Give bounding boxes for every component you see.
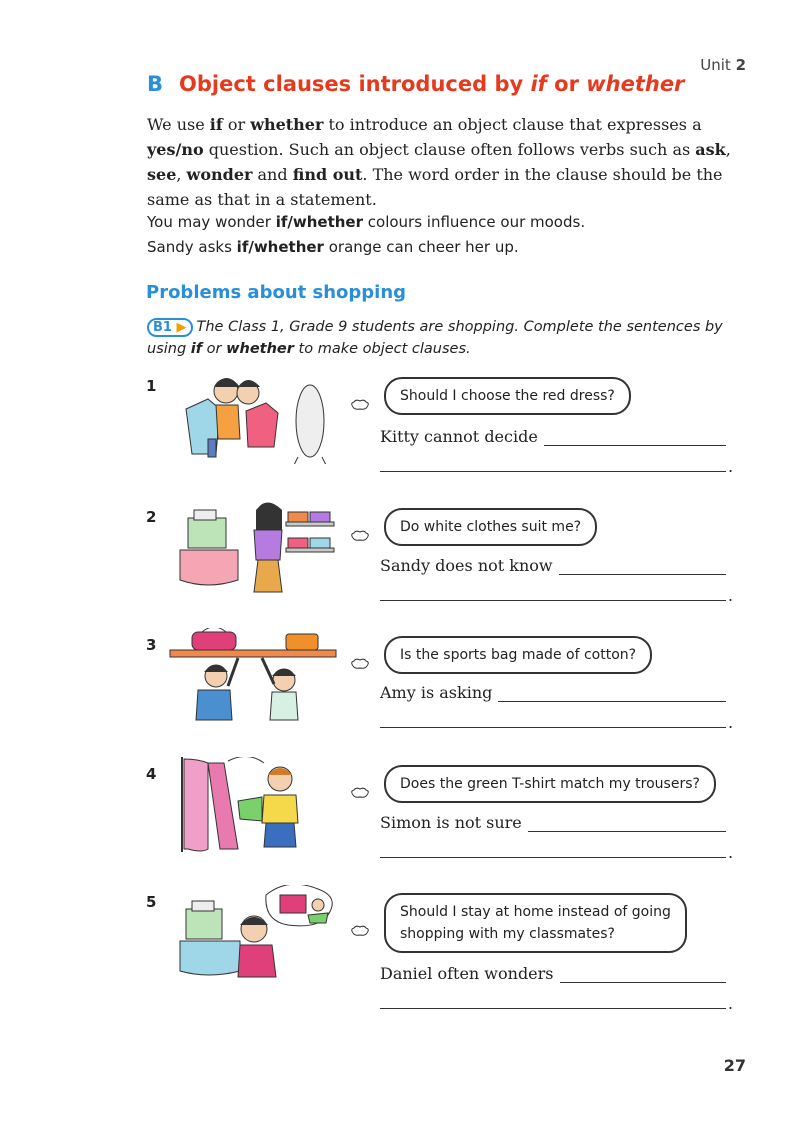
sentence-line: Daniel often wonders [380, 964, 726, 983]
exercise-item-3 [146, 636, 746, 751]
intro-text: , [176, 165, 187, 184]
thought-bubble: Is the sports bag made of cotton? [384, 636, 652, 674]
play-arrow-icon: ▶ [176, 320, 187, 335]
answer-blank[interactable] [544, 429, 726, 446]
answer-blank[interactable] [559, 558, 726, 575]
answer-line[interactable] [380, 1007, 726, 1009]
exercise-item-1 [146, 377, 746, 492]
exercise-item-5 [146, 893, 746, 1013]
thought-bubble: Should I choose the red dress? [384, 377, 631, 415]
sentence-line: Kitty cannot decide [380, 427, 726, 446]
intro-text: . The word order in the clause should be the same as that in a statement. [147, 165, 723, 209]
intro-text: We use [147, 115, 210, 134]
section-title-whether: whether [586, 72, 685, 96]
page-number: 27 [723, 1056, 746, 1075]
intro-keyword: find out [292, 165, 363, 184]
illustration-bags-on-shelf [168, 628, 338, 723]
example-2: Sandy asks if/whether orange can cheer her up. [147, 238, 519, 256]
period: . [728, 713, 734, 732]
answer-blank[interactable] [560, 966, 726, 983]
section-letter: B [147, 72, 164, 96]
sentence-line: Simon is not sure [380, 813, 726, 832]
illustration-boy-fitting-room [168, 757, 338, 852]
intro-text: or [222, 115, 251, 134]
unit-label [700, 56, 746, 74]
intro-text: and [252, 165, 293, 184]
intro-keyword: see [147, 165, 177, 184]
item-number: 1 [146, 377, 157, 395]
section-title-if: if [530, 72, 547, 96]
section-heading [147, 72, 684, 96]
thought-cloud-icon [350, 925, 370, 937]
illustration-girl-thinking-at-counter [168, 885, 338, 980]
period: . [728, 586, 734, 605]
exercise-badge: B1 ▶ [147, 318, 193, 337]
answer-line[interactable] [380, 599, 726, 601]
instruction: B1 ▶ The Class 1, Grade 9 students are shopping. Complete the sentences by using if or whether to make object clauses. [147, 319, 723, 357]
section-title-or: or [546, 72, 587, 96]
answer-line[interactable] [380, 470, 726, 472]
intro-keyword: whether [250, 115, 324, 134]
item-number: 5 [146, 893, 157, 911]
period: . [728, 457, 734, 476]
thought-cloud-icon [350, 658, 370, 670]
answer-blank[interactable] [498, 685, 726, 702]
item-number: 3 [146, 636, 157, 654]
exercise-item-4 [146, 765, 746, 880]
subheading: Problems about shopping [146, 282, 407, 303]
thought-bubble: Should I stay at home instead of going shopping with my classmates? [384, 893, 687, 953]
unit-prefix: Unit [700, 56, 731, 74]
intro-keyword: ask [695, 140, 726, 159]
intro-keyword: yes/no [147, 140, 204, 159]
example-1: You may wonder if/whether colours influence our moods. [147, 213, 586, 231]
period: . [728, 843, 734, 862]
thought-cloud-icon [350, 530, 370, 542]
exercise-item-2 [146, 508, 746, 623]
illustration-cash-register-clothes [168, 500, 338, 595]
answer-blank[interactable] [528, 815, 726, 832]
period: . [728, 994, 734, 1013]
thought-cloud-icon [350, 787, 370, 799]
answer-line[interactable] [380, 726, 726, 728]
illustration-girls-with-dresses [168, 369, 338, 464]
section-title-part1: Object clauses introduced by [179, 72, 531, 96]
thought-bubble: Does the green T-shirt match my trousers? [384, 765, 716, 803]
intro-paragraph [147, 112, 747, 212]
examples [147, 210, 747, 260]
intro-text: to introduce an object clause that expresses a [323, 115, 702, 134]
sentence-line: Sandy does not know [380, 556, 726, 575]
thought-bubble: Do white clothes suit me? [384, 508, 597, 546]
intro-keyword: if [209, 115, 223, 134]
answer-line[interactable] [380, 856, 726, 858]
unit-number: 2 [735, 56, 746, 74]
intro-keyword: wonder [186, 165, 253, 184]
item-number: 2 [146, 508, 157, 526]
item-number: 4 [146, 765, 157, 783]
sentence-line: Amy is asking [380, 683, 726, 702]
thought-cloud-icon [350, 399, 370, 411]
intro-text: , [725, 140, 731, 159]
intro-text: question. Such an object clause often follows verbs such as [203, 140, 696, 159]
